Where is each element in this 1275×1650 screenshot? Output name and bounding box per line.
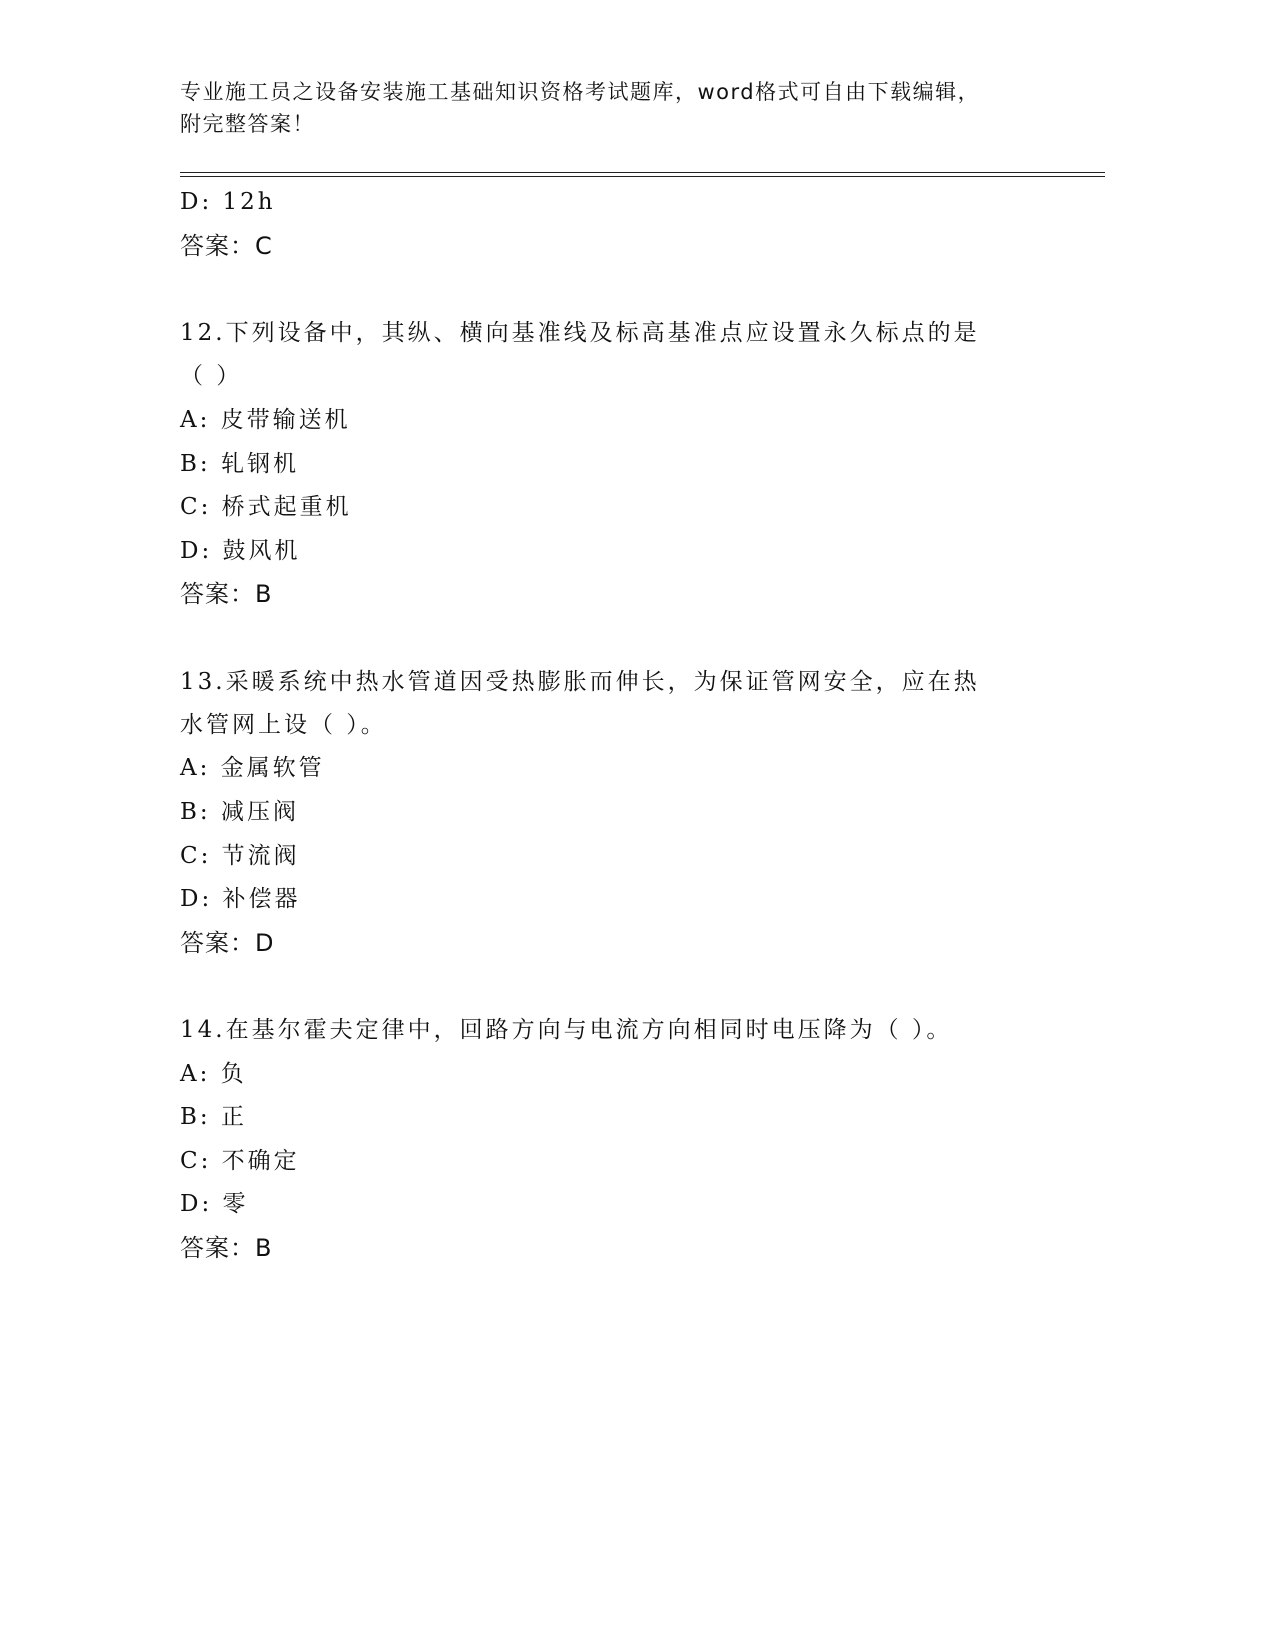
q14-option-d: D: 零 (180, 1191, 249, 1217)
q13-option-d: D: 补偿器 (180, 886, 301, 912)
q12-option-d: D: 鼓风机 (180, 538, 301, 564)
prev-answer: 答案：C (180, 232, 273, 260)
q13-option-c: C: 节流阀 (180, 843, 300, 869)
header-divider-bottom (180, 176, 1105, 177)
prev-option-d: D: 12h (180, 189, 276, 215)
q13-option-b: B: 减压阀 (180, 799, 299, 825)
q14-option-a: A: 负 (180, 1061, 247, 1087)
document-header (180, 76, 1060, 140)
q14-answer: 答案：B (180, 1234, 273, 1262)
q12-answer: 答案：B (180, 580, 273, 608)
q14-option-c: C: 不确定 (180, 1148, 300, 1174)
q13-stem-line-2: 水管网上设（ ）。 (180, 712, 387, 738)
q12-stem-line-1: 12.下列设备中，其纵、横向基准线及标高基准点应设置永久标点的是 (180, 320, 980, 346)
q12-stem-line-2: （ ） (180, 363, 243, 389)
q13-option-a: A: 金属软管 (180, 755, 325, 781)
header-line-2: 附完整答案！ (180, 112, 315, 136)
q12-option-a: A: 皮带输送机 (180, 407, 351, 433)
q13-answer: 答案：D (180, 929, 275, 957)
q13-stem-line-1: 13.采暖系统中热水管道因受热膨胀而伸长，为保证管网安全，应在热 (180, 669, 980, 695)
header-line-1: 专业施工员之设备安装施工基础知识资格考试题库，word格式可自由下载编辑， (180, 80, 981, 104)
header-divider-top (180, 172, 1105, 173)
q14-stem-line-1: 14.在基尔霍夫定律中，回路方向与电流方向相同时电压降为（ ）。 (180, 1017, 953, 1043)
q12-option-b: B: 轧钢机 (180, 451, 299, 477)
q12-option-c: C: 桥式起重机 (180, 494, 352, 520)
q14-option-b: B: 正 (180, 1104, 247, 1130)
